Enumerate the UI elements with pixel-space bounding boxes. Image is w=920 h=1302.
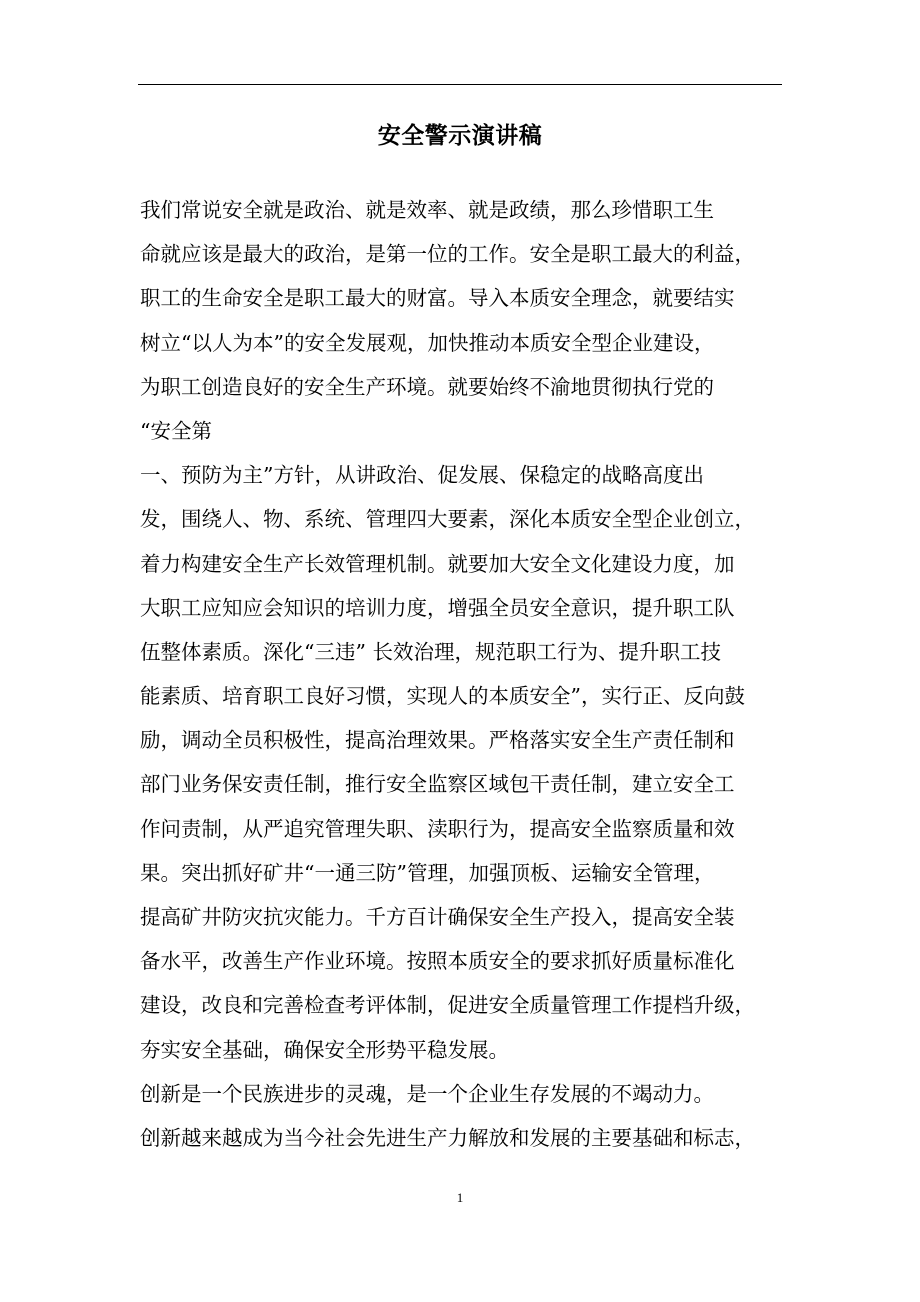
page-number: 1 [456,1190,464,1205]
body-line: 备水平，改善生产作业环境。按照本质安全的要求抓好质量标准化 [140,949,735,974]
document-title: 安全警示演讲稿 [377,122,543,149]
body-line: 创新是一个民族进步的灵魂，是一个企业生存发展的不竭动力。 [140,1081,714,1106]
body-line: 为职工创造良好的安全生产环境。就要始终不渝地贯彻执行党的 [140,374,714,399]
body-line: 大职工应知应会知识的培训力度，增强全员安全意识，提升职工队 [140,595,735,620]
body-line: 伍整体素质。深化“三违” 长效治理，规范职工行为、提升职工技 [140,639,721,664]
body-line: 一、预防为主”方针，从讲政治、促发展、保稳定的战略高度出 [140,463,704,488]
body-line: 果。突出抓好矿井“一通三防”管理，加强顶板、运输安全管理， [140,860,715,885]
body-line: 创新越来越成为当今社会先进生产力解放和发展的主要基础和标志， [140,1125,755,1150]
body-line: 励，调动全员积极性，提高治理效果。严格落实安全生产责任制和 [140,728,735,753]
body-line: 作问责制，从严追究管理失职、渎职行为，提高安全监察质量和效 [140,816,735,841]
body-line: 部门业务保安责任制，推行安全监察区域包干责任制，建立安全工 [140,772,735,797]
body-line: 树立“以人为本”的安全发展观，加快推动本质安全型企业建设， [140,330,715,355]
body-line: 建设，改良和完善检查考评体制，促进安全质量管理工作提档升级， [140,993,755,1018]
body-line: 能素质、培育职工良好习惯，实现人的本质安全”，实行正、反向鼓 [140,684,745,709]
body-line: 提高矿井防灾抗灾能力。千方百计确保安全生产投入，提高安全装 [140,905,735,929]
body-line: 职工的生命安全是职工最大的财富。导入本质安全理念，就要结实 [140,286,735,311]
body-line: 我们常说安全就是政治、就是效率、就是政绩，那么珍惜职工生 [140,198,714,222]
header-rule [138,84,782,85]
body-line: 着力构建安全生产长效管理机制。就要加大安全文化建设力度，加 [140,551,735,576]
document-body [140,188,800,1160]
body-line: 发，围绕人、物、系统、管理四大要素，深化本质安全型企业创立， [140,507,755,532]
body-line: 夯实安全基础，确保安全形势平稳发展。 [140,1037,509,1062]
body-line: “安全第 [140,418,212,443]
body-line: 命就应该是最大的政治，是第一位的工作。安全是职工最大的利益， [140,242,755,267]
